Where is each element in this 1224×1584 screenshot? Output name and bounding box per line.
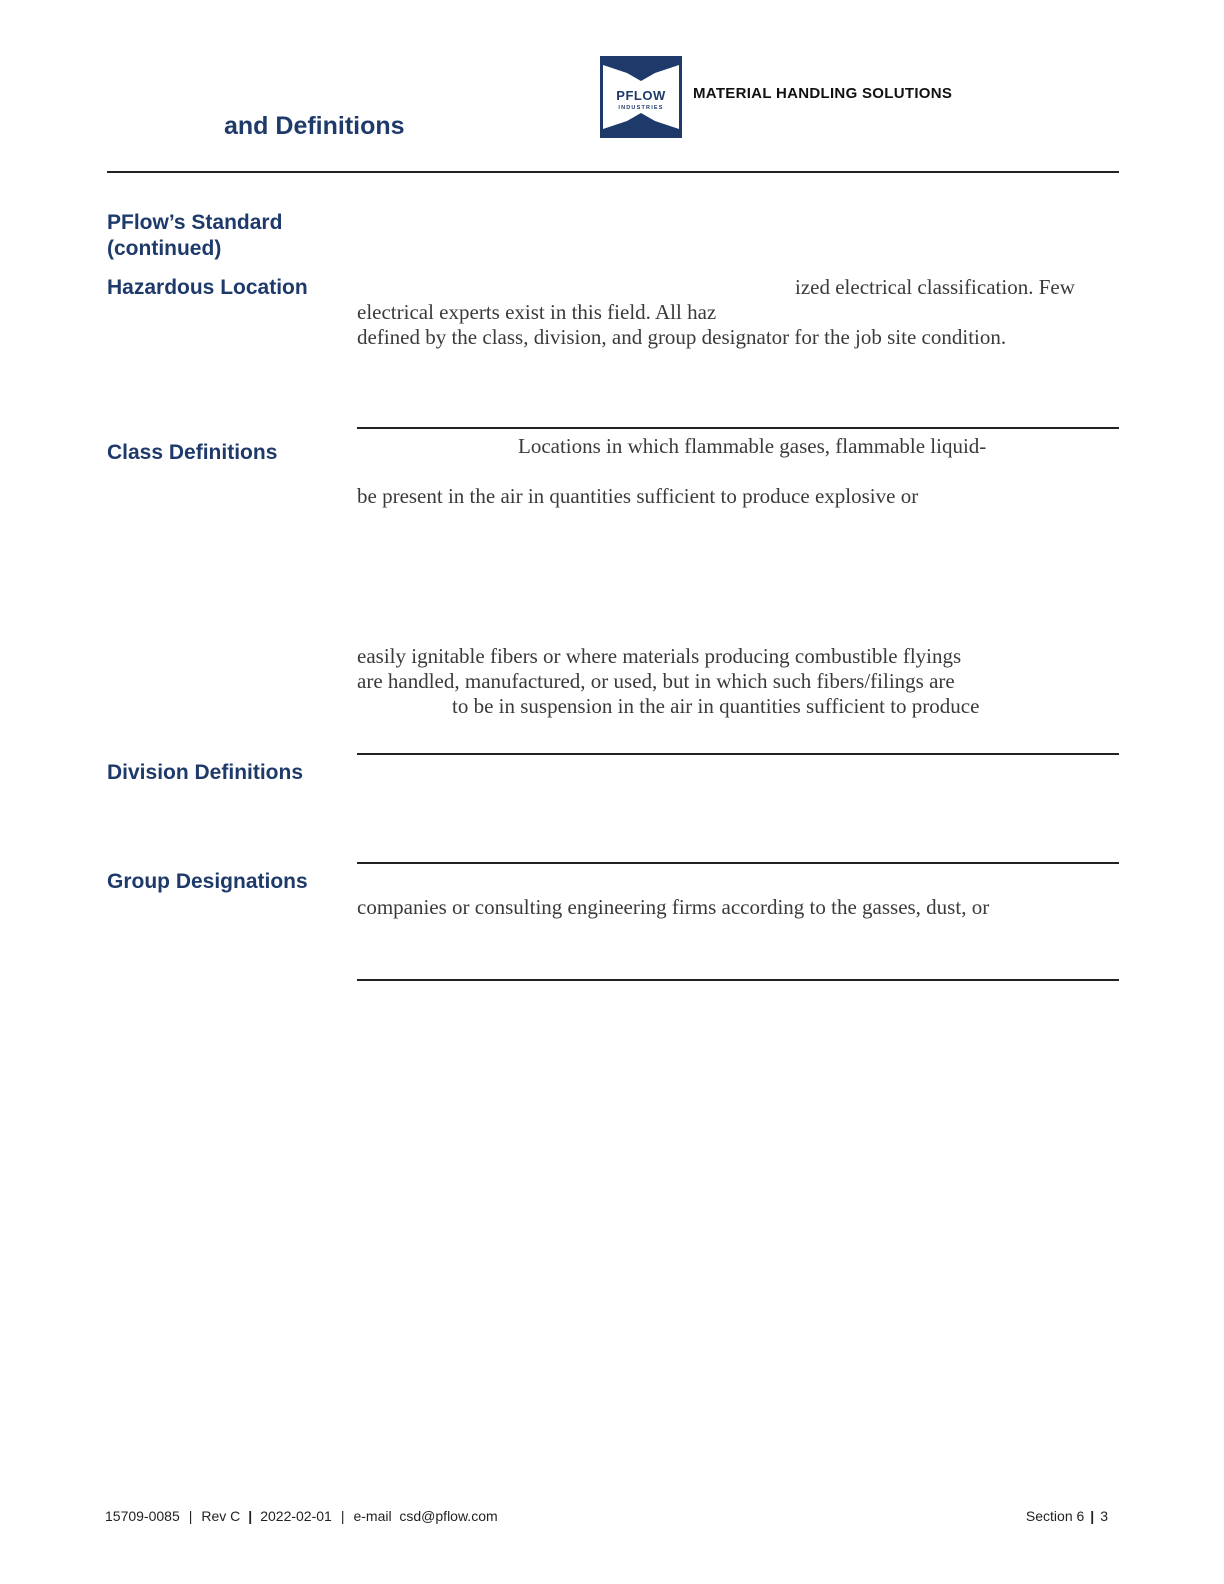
page-title: and Definitions [224,112,405,140]
heading-division-definitions: Division Definitions [107,761,304,784]
class-text-line-2: be present in the air in quantities sufficient to produce explosive or [357,484,919,508]
header-divider [107,171,1119,173]
class-text-line-4: are handled, manufactured, or used, but in which such fibers/filings are [357,669,955,693]
divider-class [357,427,1119,429]
heading-hazardous-location: Hazardous Location [107,276,308,299]
footer-doc-number: 15709-0085 [105,1508,180,1524]
company-tagline: MATERIAL HANDLING SOLUTIONS [693,85,953,102]
divider-group [357,862,1119,864]
hazardous-text-line-3: defined by the class, division, and group designator for the job site condition. [357,325,1007,349]
footer-email-label: e-mail [353,1508,392,1524]
class-text-line-3: easily ignitable fibers or where materials producing combustible flyings [357,644,962,668]
heading-standard-line1: PFlow’s Standard [107,211,283,234]
hazardous-text-line-2: electrical experts exist in this field. All haz [357,300,717,324]
heading-class-definitions: Class Definitions [107,441,278,464]
group-text-line-1: companies or consulting engineering firms according to the gasses, dust, or [357,895,990,919]
class-text-line-1: Locations in which flammable gases, flammable liquid- [518,434,987,458]
heading-standard-line2: (continued) [107,237,222,260]
heading-group-designations: Group Designations [107,870,308,893]
footer-page-number: 3 [1100,1508,1108,1524]
divider-division [357,753,1119,755]
pflow-logo [600,56,682,138]
footer-left: 15709-0085 | Rev C | 2022-02-01 | e-mail csd@pflow.com [105,1508,498,1524]
footer-right: Section 6 | 3 [1025,1508,1108,1524]
divider-end [357,979,1119,981]
svg-text:INDUSTRIES: INDUSTRIES [618,105,664,111]
hazardous-text-line-1: ized electrical classification. Few [795,275,1075,299]
footer-revision: Rev C [201,1508,241,1524]
heading-standard [107,210,282,262]
footer-email[interactable]: csd@pflow.com [399,1508,498,1524]
footer-date: 2022-02-01 [260,1508,332,1524]
class-text-line-5: to be in suspension in the air in quantities sufficient to produce [452,694,980,718]
svg-text:PFLOW: PFLOW [616,88,666,103]
footer-section: Section 6 [1025,1508,1085,1524]
